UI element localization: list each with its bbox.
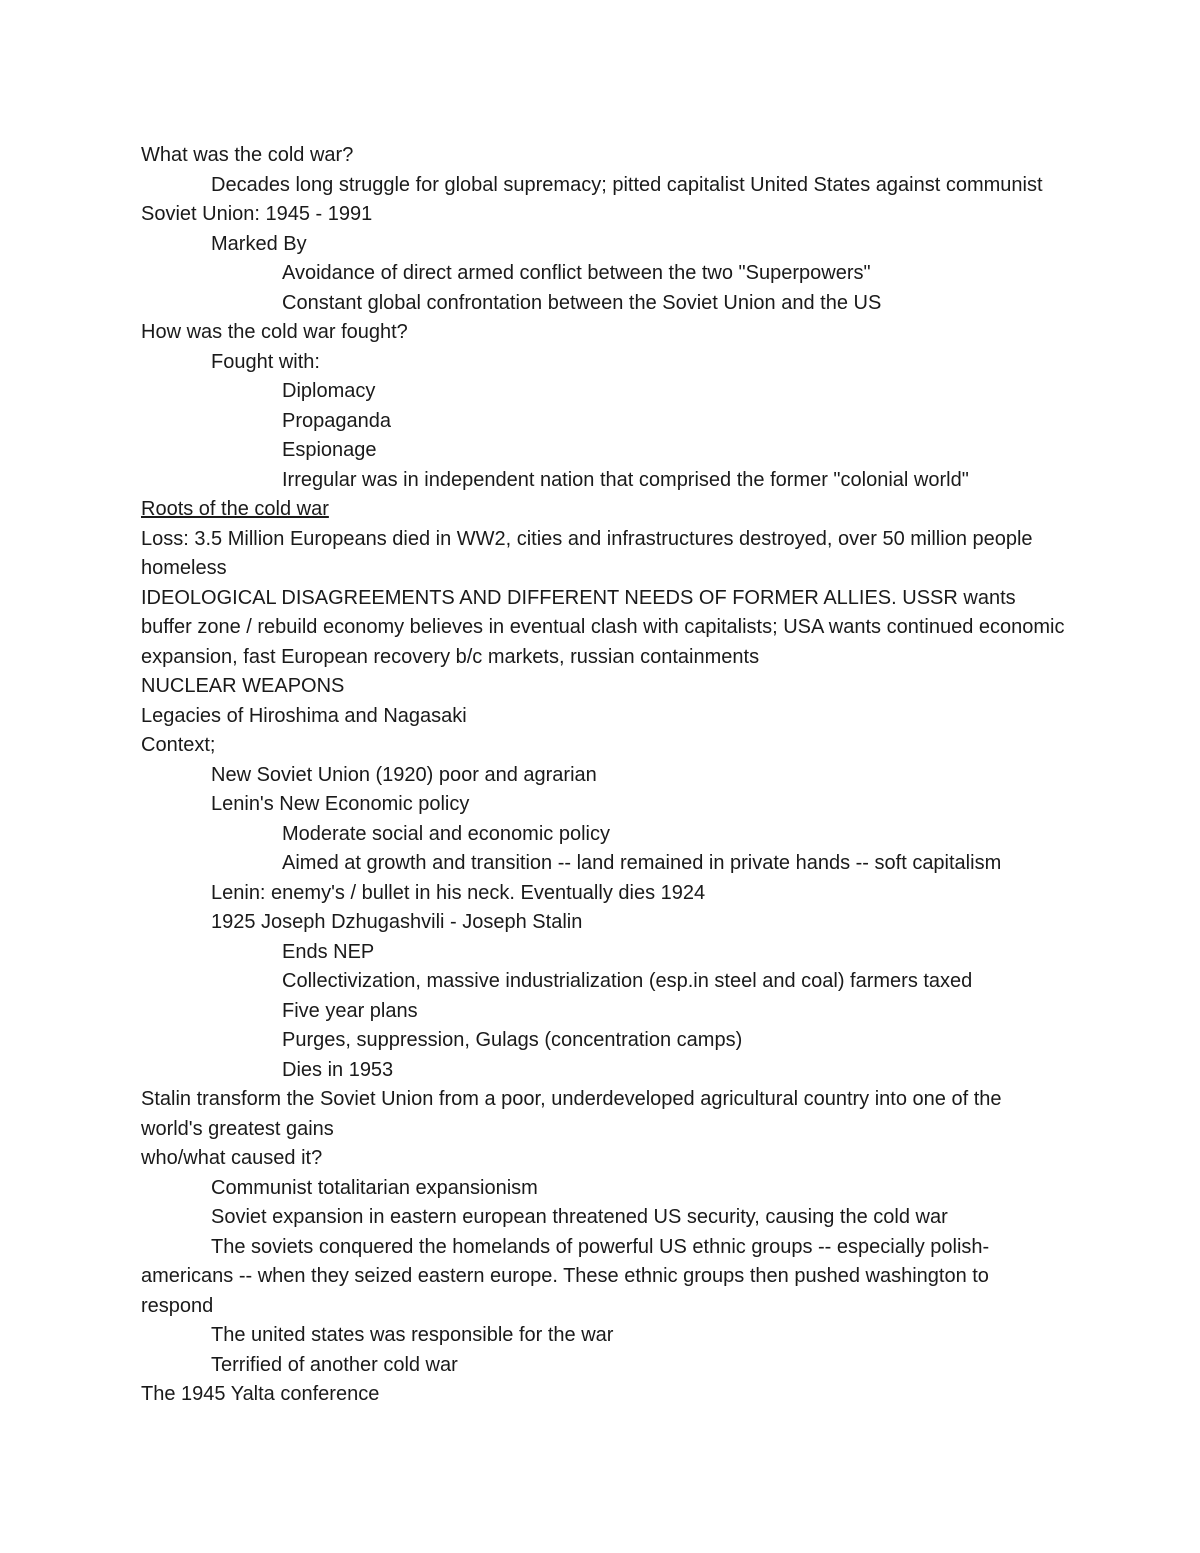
heading-who-caused: who/what caused it?	[141, 1147, 323, 1169]
list-item: Diplomacy	[282, 380, 376, 402]
list-item: Moderate social and economic policy	[282, 822, 610, 845]
list-item: Lenin: enemy's / bullet in his neck. Eventually dies 1924	[211, 881, 706, 904]
list-item: Constant global confrontation between the Soviet Union and the US	[282, 291, 882, 314]
document-body	[141, 141, 1066, 1410]
list-item: The united states was responsible for the war	[211, 1324, 614, 1346]
list-item: Collectivization, massive industrialization (esp.in steel and coal) farmers taxed	[282, 970, 973, 992]
paragraph-legacies: Legacies of Hiroshima and Nagasaki	[141, 704, 467, 727]
list-item: Marked By	[211, 232, 307, 255]
heading-context: Context;	[141, 734, 216, 756]
list-item: Communist totalitarian expansionism	[211, 1176, 538, 1199]
heading-how-fought: How was the cold war fought?	[141, 321, 408, 343]
list-item: Dies in 1953	[282, 1058, 394, 1081]
list-item: 1925 Joseph Dzhugashvili - Joseph Stalin	[211, 911, 583, 933]
list-item: Espionage	[282, 439, 377, 461]
list-item: Aimed at growth and transition -- land remained in private hands -- soft capitalism	[282, 852, 1002, 874]
paragraph-definition: Decades long struggle for global supremacy; pitted capitalist United States against communist Soviet Union: 1945 - 1991	[141, 173, 1043, 225]
list-item: Ends NEP	[282, 940, 375, 963]
list-item: Fought with:	[211, 350, 320, 373]
paragraph-loss: Loss: 3.5 Million Europeans died in WW2, cities and infrastructures destroyed, over 50 million people homeless	[141, 527, 1033, 579]
heading-what-was-cold-war: What was the cold war?	[141, 144, 354, 166]
heading-roots	[141, 495, 1066, 525]
list-item: Five year plans	[282, 999, 418, 1022]
list-item: Terrified of another cold war	[211, 1353, 458, 1376]
list-item: Soviet expansion in eastern european threatened US security, causing the cold war	[211, 1206, 948, 1228]
list-item: Purges, suppression, Gulags (concentration camps)	[282, 1029, 743, 1051]
underlined-heading-text: Roots of the cold war	[141, 498, 329, 520]
paragraph-stalin-transform: Stalin transform the Soviet Union from a poor, underdeveloped agricultural country into one of the world's greatest gains	[141, 1088, 1002, 1140]
list-item: Lenin's New Economic policy	[211, 793, 470, 815]
list-item: Irregular was in independent nation that comprised the former "colonial world"	[282, 468, 969, 491]
list-item: Avoidance of direct armed conflict between the two "Superpowers"	[282, 262, 871, 284]
paragraph-ethnic-groups: The soviets conquered the homelands of powerful US ethnic groups -- especially polish-americans -- when they seized eastern europe. These ethnic groups then pushed washington to respond	[141, 1235, 990, 1317]
list-item: Propaganda	[282, 409, 391, 432]
list-item: New Soviet Union (1920) poor and agrarian	[211, 763, 597, 786]
paragraph-nuclear: NUCLEAR WEAPONS	[141, 675, 345, 697]
heading-yalta: The 1945 Yalta conference	[141, 1383, 380, 1405]
paragraph-ideological: IDEOLOGICAL DISAGREEMENTS AND DIFFERENT NEEDS OF FORMER ALLIES. USSR wants buffer zone / rebuild economy believes in eventual clash with capitalists; USA wants continued economic expansion, fast European recovery b/c markets, russian containments	[141, 586, 1065, 668]
